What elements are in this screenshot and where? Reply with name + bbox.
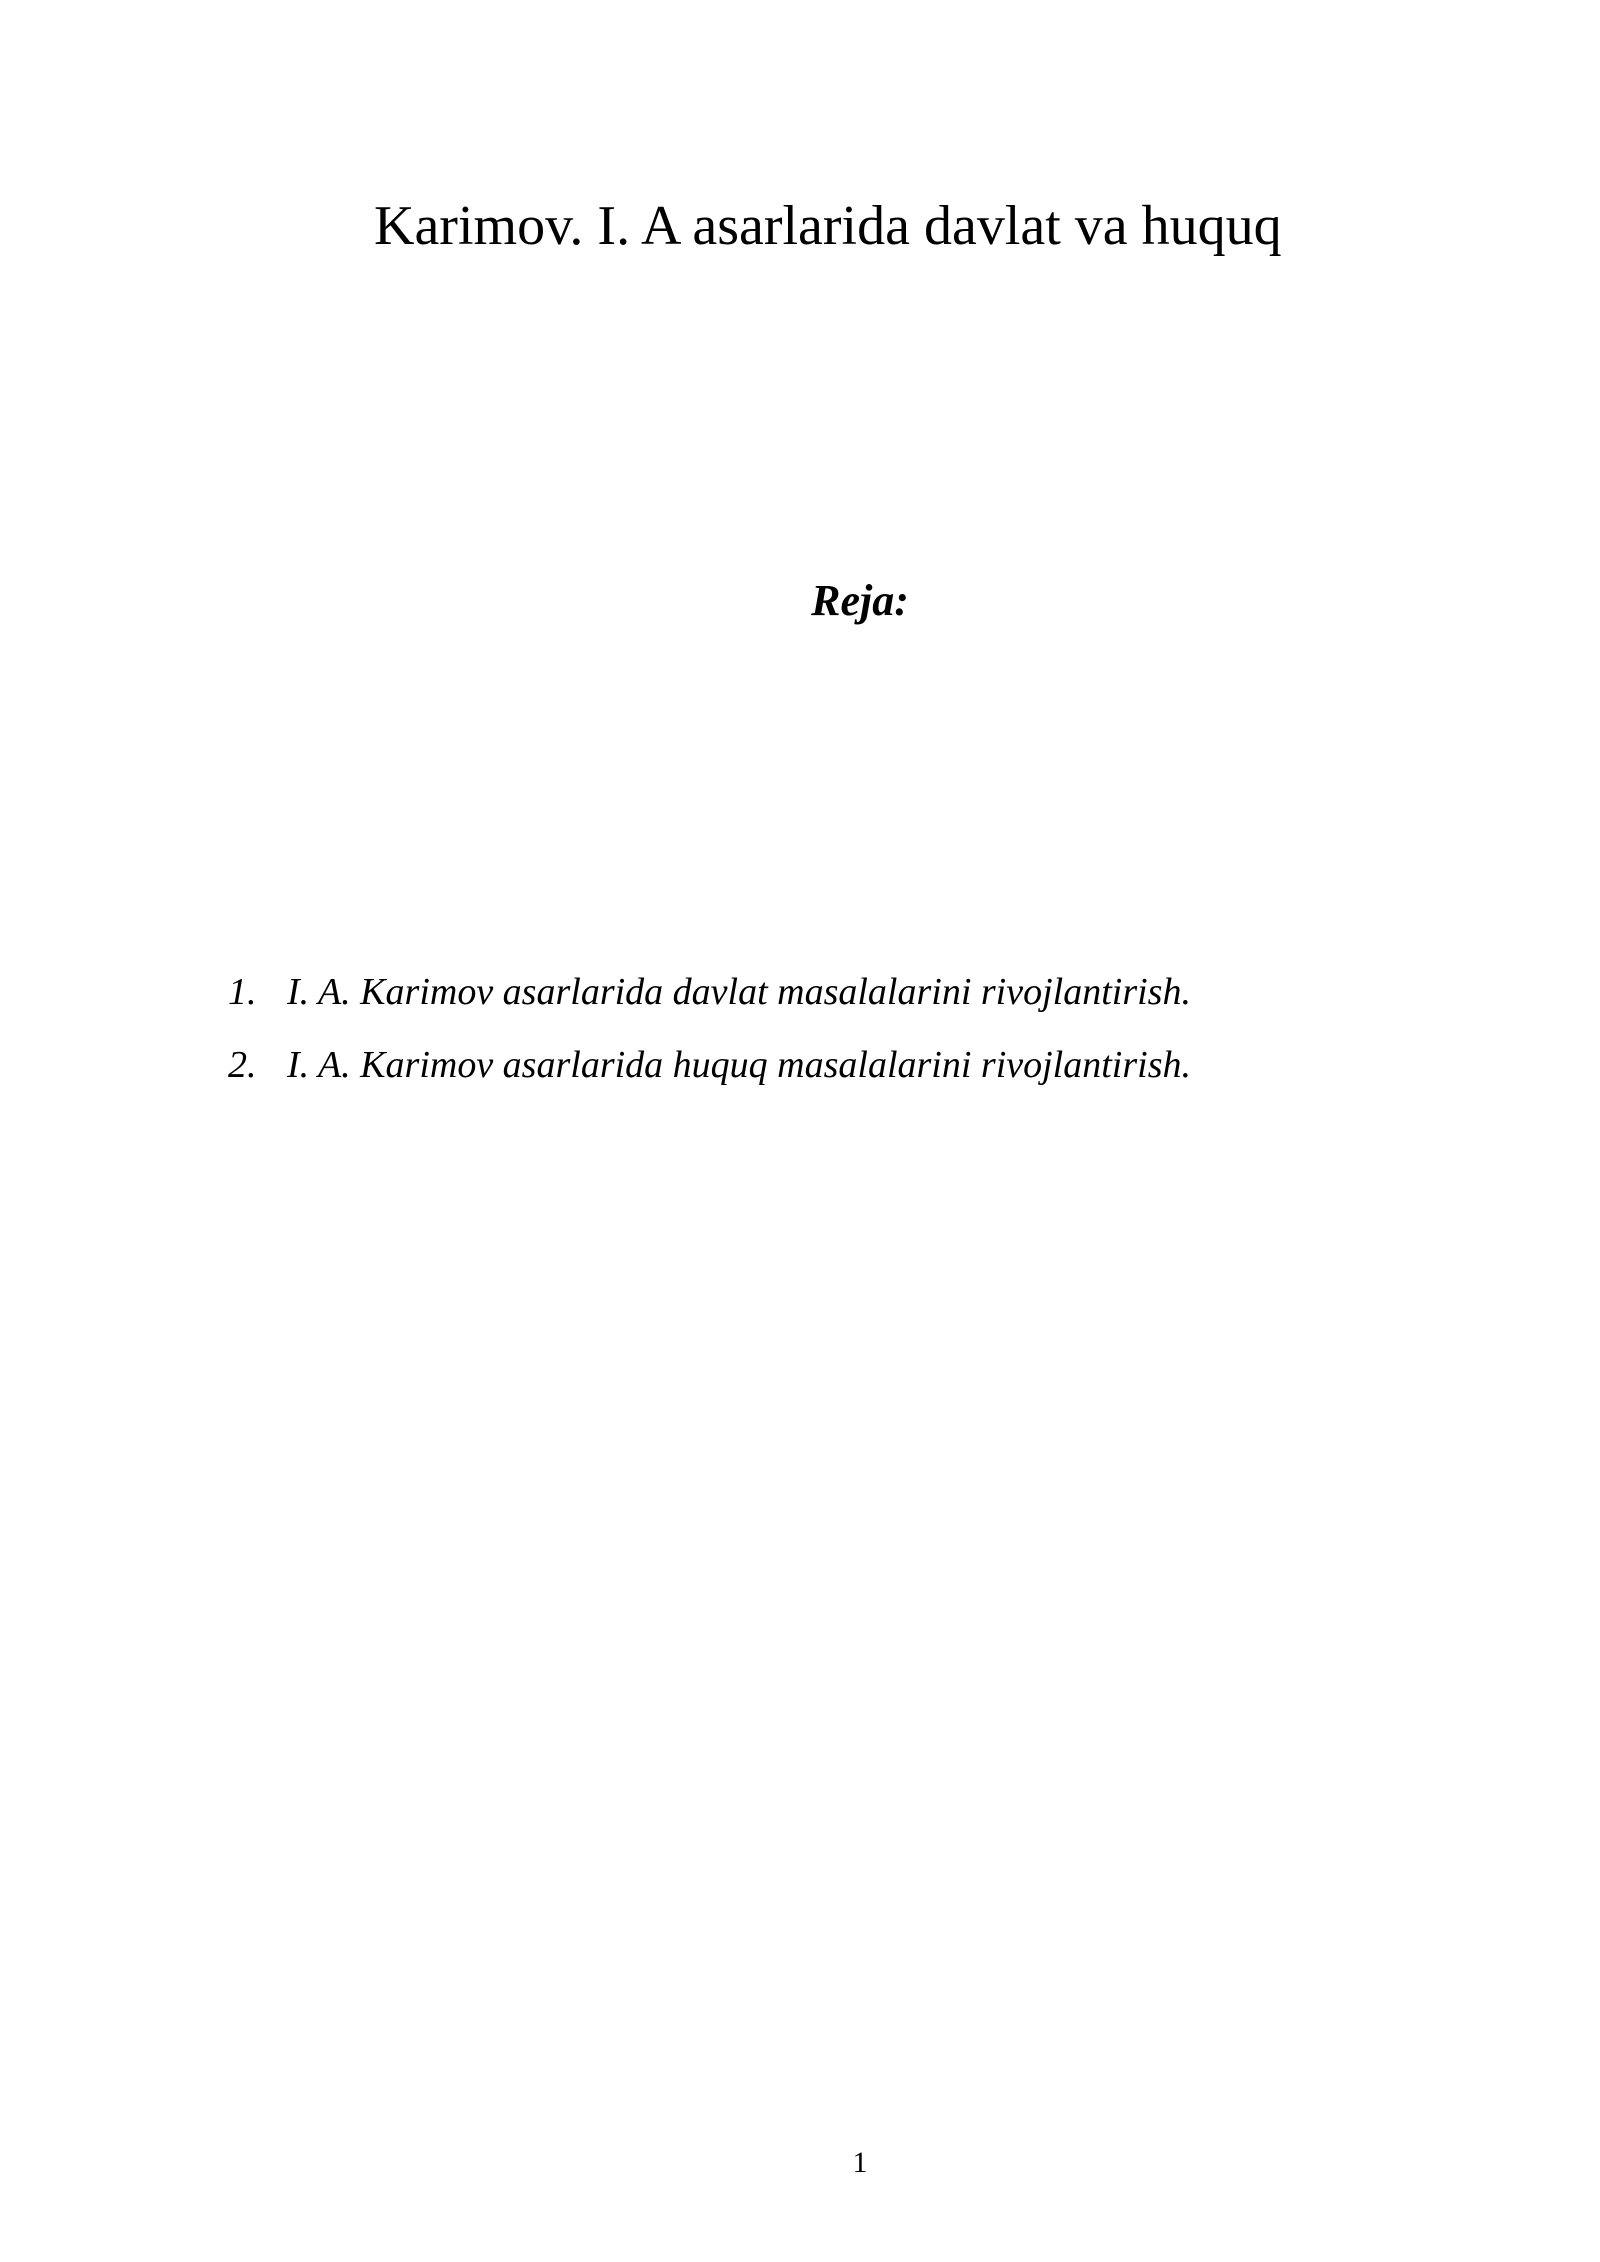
page-number: 1 — [852, 2146, 868, 2179]
plan-item-number: 2. — [228, 1043, 257, 1086]
plan-item-text: I. A. Karimov asarlarida huquq masalalarini rivojlantirish. — [287, 1043, 1191, 1086]
plan-heading: Reja: — [811, 576, 909, 625]
plan-item-text: I. A. Karimov asarlarida davlat masalalarini rivojlantirish. — [287, 971, 1191, 1013]
document-title: Karimov. I. A asarlarida davlat va huquq — [374, 195, 1282, 257]
plan-item-number: 1. — [228, 971, 257, 1013]
plan-item — [228, 1043, 1191, 1089]
plan-list — [228, 970, 1191, 1115]
plan-item — [228, 970, 1191, 1016]
